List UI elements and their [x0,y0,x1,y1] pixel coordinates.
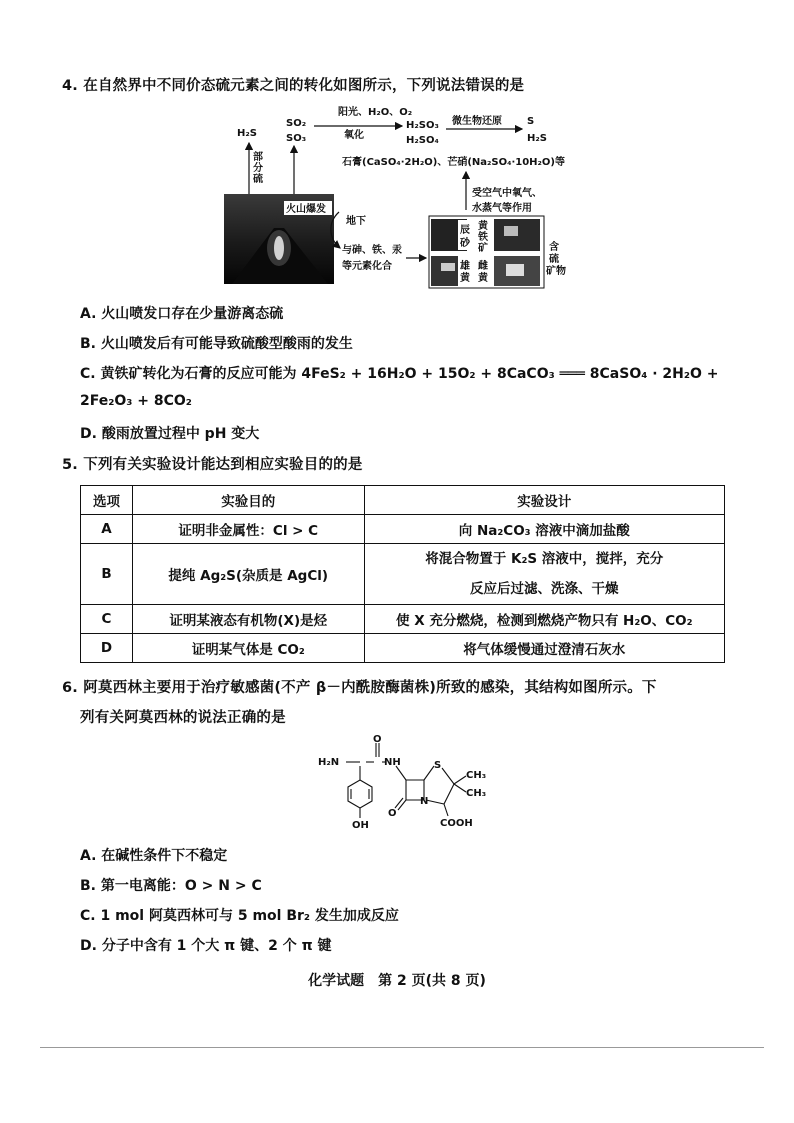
experiment-table [80,485,725,663]
q6-option-c: C. 1 mol 阿莫西林可与 5 mol Br₂ 发生加成反应 [80,908,399,924]
q6-option-b: B. 第一电离能：O > N > C [80,878,262,894]
struct-s: S [434,760,442,771]
sulfur-cycle-figure [222,98,582,290]
so2-label: SO₂ [286,118,307,129]
q6-option-a: A. 在碱性条件下不稳定 [80,848,228,864]
bottom-divider [40,1047,764,1048]
struct-n: N [420,796,429,807]
row-b-design-2: 反应后过滤、洗涤、干燥 [470,581,619,597]
table-row [81,544,725,605]
q4-option-a: A. 火山喷发口存在少量游离态硫 [80,306,284,322]
volcano-label: 火山爆发 [286,204,326,215]
q4-option-b: B. 火山喷发后有可能导致硫酸型酸雨的发生 [80,336,353,352]
cinnabar-1: 辰 [460,225,470,236]
q6-option-d: D. 分子中含有 1 个大 π 键、2 个 π 键 [80,938,332,954]
q4-option-c: C. 黄铁矿转化为石膏的反应可能为 4FeS₂ + 16H₂O + 15O₂ + 8CaCO₃ ═══ 8CaSO₄ · 2H₂O + [80,366,719,382]
row-d-option: D [81,634,133,663]
arrow2-top-label: 微生物还原 [452,116,502,127]
partial-sulfur-1: 部 [253,152,263,163]
pyrite-2: 铁 [478,232,488,243]
arrow1-bottom-label: 氧化 [344,130,364,141]
realgar-2: 黄 [460,273,470,284]
question-4-stem: 4. 在自然界中不同价态硫元素之间的转化如图所示，下列说法错误的是 [62,78,525,94]
row-b-option: B [81,544,133,605]
realgar-1: 雄 [460,261,470,272]
weather-line1: 受空气中氧气、 [472,188,542,199]
header-purpose: 实验目的 [132,486,364,515]
struct-o-top: O [373,734,382,745]
header-option: 选项 [81,486,133,515]
gypsum-label: 石膏(CaSO₄·2H₂O)、芒硝(Na₂SO₄·10H₂O)等 [342,157,566,168]
so3-label: SO₃ [286,133,307,144]
row-b-design-cell [364,544,724,605]
pyrite-3: 矿 [478,243,488,254]
weather-line2: 水蒸气等作用 [472,203,532,214]
table-row [81,634,725,663]
page-footer: 化学试题 第 2 页(共 8 页) [308,973,486,989]
combine-line2: 等元素化合 [342,261,392,272]
h2s-left-label: H₂S [237,128,257,139]
row-c-purpose: 证明某液态有机物(X)是烃 [132,605,364,634]
orpiment-2: 黄 [478,273,488,284]
question-5-stem: 5. 下列有关实验设计能达到相应实验目的的是 [62,457,363,473]
struct-ch3-b: CH₃ [466,788,487,799]
sulfur-mineral-2: 硫 [549,254,559,265]
row-d-purpose: 证明某气体是 CO₂ [132,634,364,663]
row-c-design: 使 X 充分燃烧，检测到燃烧产物只有 H₂O、CO₂ [364,605,724,634]
underground-label: 地下 [346,216,366,227]
row-d-design: 将气体缓慢通过澄清石灰水 [364,634,724,663]
sulfur-mineral-3: 矿物 [546,266,566,277]
table-header-row [81,486,725,515]
partial-sulfur-3: 硫 [253,174,263,185]
partial-sulfur-2: 分 [253,163,263,174]
orpiment-1: 雌 [478,261,488,272]
row-a-purpose: 证明非金属性：Cl > C [132,515,364,544]
sulfur-mineral-1: 含 [549,242,559,253]
struct-o-lactam: O [388,808,397,819]
struct-nh: NH [384,757,401,768]
q4-option-d: D. 酸雨放置过程中 pH 变大 [80,426,260,442]
pyrite-1: 黄 [478,221,488,232]
struct-ch3-a: CH₃ [466,770,487,781]
row-c-option: C [81,605,133,634]
struct-h2n: H₂N [318,757,340,768]
header-design: 实验设计 [364,486,724,515]
struct-cooh: COOH [440,818,473,829]
table-row [81,605,725,634]
q4-option-c-cont: 2Fe₂O₃ + 8CO₂ [80,393,192,409]
question-6-stem-line2: 列有关阿莫西林的说法正确的是 [80,710,286,726]
combine-line1: 与砷、铁、汞 [342,245,402,256]
question-6-stem-line1: 6. 阿莫西林主要用于治疗敏感菌(不产 β－内酰胺酶菌株)所致的感染，其结构如图所示。下 [62,680,657,696]
cinnabar-2: 砂 [460,238,470,249]
row-b-design: 将混合物置于 K₂S 溶液中，搅拌，充分 [425,551,664,567]
row-b-purpose: 提纯 Ag₂S(杂质是 AgCl) [132,544,364,605]
h2so4-label: H₂SO₄ [406,135,439,146]
amoxicillin-structure [312,732,502,842]
row-a-option: A [81,515,133,544]
row-a-design: 向 Na₂CO₃ 溶液中滴加盐酸 [364,515,724,544]
h2s-right-label: H₂S [527,133,547,144]
table-row [81,515,725,544]
h2so3-label: H₂SO₃ [406,120,439,131]
struct-oh: OH [352,820,369,831]
s-right-label: S [527,116,535,127]
arrow1-top-label: 阳光、H₂O、O₂ [338,107,413,118]
